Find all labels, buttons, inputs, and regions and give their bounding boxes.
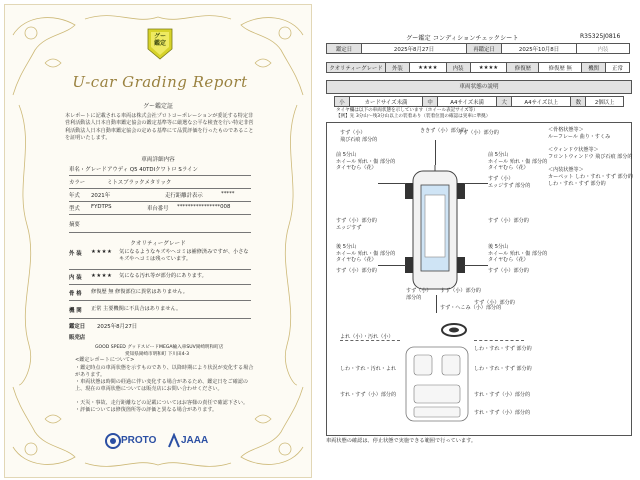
appraisal-date-label: 鑑定日 xyxy=(327,44,362,54)
certificate-subtitle: グー鑑定証 xyxy=(142,103,173,110)
vehicle-color-label: カラー xyxy=(69,180,86,186)
appraisal-date-value: 2025年8月27日 xyxy=(97,324,138,330)
leader-line xyxy=(435,140,436,165)
note-4: ・評価については修復箇所等の評価と異なる場合があります。 xyxy=(75,407,218,413)
size-large-value: A4サイズ以上 xyxy=(512,97,571,107)
frame-notes-header: ＜骨格状態等＞ xyxy=(548,127,584,133)
leader-line xyxy=(378,183,406,184)
note-1: ・鑑定時点の車両状態を示すものであり、以降時期により状況が変化する場合があります。 xyxy=(75,365,254,378)
vehicle-model-label: 型式 xyxy=(69,206,80,212)
vehicle-vin-value: ****************008 xyxy=(177,204,231,210)
dealer-label: 販売店 xyxy=(69,335,86,341)
size-medium-label: 中 xyxy=(423,97,438,107)
count-label: 数 xyxy=(571,97,586,107)
vehicle-section-header: 車両詳細内容 xyxy=(141,157,175,163)
size-small-value: カードサイズ未満 xyxy=(350,97,423,107)
logo-bar xyxy=(105,431,215,451)
sheet-footer-note: 車両状態の確認は、停止状態で実施できる範囲で行っています。 xyxy=(326,438,477,444)
grade-interior-desc: 気になる汚れ等が部分的にあります。 xyxy=(119,273,207,279)
label-interior-bottom-left: すれ・すず（小）部分的 xyxy=(340,392,397,398)
glass-notes-header: ＜ウィンドウ状態等＞ xyxy=(548,147,599,153)
repair-label: 修復歴 xyxy=(507,63,539,73)
vehicle-year-value: 2021年 xyxy=(91,193,111,199)
proto-logo-text: PROTO xyxy=(121,435,157,446)
count-value: 2個以上 xyxy=(586,97,624,107)
exterior-stars: ★★★★ xyxy=(409,63,446,73)
divider xyxy=(69,269,251,270)
jaaa-logo-text: JAAA xyxy=(181,435,209,446)
note-2: ・車両状態は時間の経過に伴い変化する場合があるため、鑑定日をご確認の上、現在の車両状態については販売店にお問い合わせください。 xyxy=(75,379,248,392)
frame-notes-value: ルーフレール 曲り・すくみ xyxy=(548,134,611,140)
label-rear-left-panel: すず（小）部分的 xyxy=(336,268,377,274)
label-rear-right-panel: すず（小）部分的 xyxy=(488,268,529,274)
vehicle-color-row xyxy=(69,178,251,189)
car-interior-seats-icon xyxy=(402,345,472,423)
grade-engine-row xyxy=(69,306,251,318)
date-table xyxy=(326,43,630,54)
recheck-date-value: 2025年10月8日 xyxy=(502,44,577,54)
divider xyxy=(69,300,251,301)
size-legend-table xyxy=(334,96,624,107)
vehicle-model-value: FYDTPS xyxy=(91,204,112,210)
label-interior-center: すれ・すず（小）部分的 xyxy=(474,410,531,416)
leader-line xyxy=(436,295,437,313)
leader-line xyxy=(464,183,488,184)
quality-section-header: クオリティーグレード xyxy=(130,241,186,247)
glass-notes-value: フロントウィンドウ 飛び石痕 部分的 xyxy=(548,154,633,160)
appraisal-date-label: 鑑定日 xyxy=(69,324,86,330)
interior-notes-header: ＜内装状態等＞ xyxy=(548,167,584,173)
label-front-right-wheel: 前 5分山 ホイール 殆れ・傷 部分的 タイヤむら（花） xyxy=(488,152,548,172)
divider xyxy=(69,284,251,285)
notes-header: <鑑定レポートについて> xyxy=(75,357,135,363)
divider xyxy=(69,318,251,319)
proto-logo-icon xyxy=(105,433,121,449)
badge-text: グー 鑑定 xyxy=(153,33,166,47)
label-front-left: すず（小） 飛び石痕 部分的 xyxy=(340,130,378,143)
interior-stars: ★★★★ xyxy=(470,63,507,73)
grade-exterior-label: 外 装 xyxy=(69,251,82,257)
grade-frame-label: 骨 格 xyxy=(69,291,82,297)
note-3: ・天災・事故、走行距離などの記載についてはお客様の責任で確認下さい。 xyxy=(75,400,249,406)
grade-interior-stars: ★★★★ xyxy=(91,273,113,279)
vehicle-remarks-row xyxy=(69,220,251,233)
certificate-description: 本レポートに記載される車両は株式会社プロトコーポレーションが委託する特定非営利活動法人日本自動車鑑定協会の鑑定基準等に厳選な公平な検査を行い特定非営利活動法人日本自動車鑑定協会の定める基準にて品質評価を行ったものであることを証明いたします。 xyxy=(65,113,254,142)
vehicle-mileage-label: 走行距離計表示 xyxy=(165,193,203,199)
grade-frame-desc: 修復歴 無 修復部位に異常はありません。 xyxy=(91,289,188,295)
vehicle-remarks-label: 摘要 xyxy=(69,222,80,228)
leader-line xyxy=(464,265,488,266)
grade-exterior-desc: 気になるようなキズやヘコミは補修済みですが、小さなキズやヘコミは残っています。 xyxy=(119,249,249,262)
label-interior-right-1: しわ・すれ・すず 部分的 xyxy=(474,346,532,352)
steering-wheel-icon xyxy=(440,322,468,338)
label-rear-left: すず（小） 部分的 xyxy=(406,288,432,301)
condition-header: 車両状態の説明 xyxy=(326,80,632,94)
jaaa-logo-icon xyxy=(167,433,181,449)
quality-grade-label: クオリティーグレード xyxy=(327,63,386,73)
dashed-leader xyxy=(474,340,524,341)
interior-label: 内装 xyxy=(446,63,470,73)
appraisal-date-row xyxy=(69,322,251,332)
label-rear-right: すず（小）部分的 xyxy=(474,300,515,306)
grade-interior-label: 内 装 xyxy=(69,275,82,281)
recheck-note: 内装 xyxy=(577,44,630,54)
leader-line xyxy=(378,265,406,266)
vehicle-year-row xyxy=(69,191,251,202)
legend-note: タイヤ欄は以下の車両状態を示しています（ホイール表記サイズ等） 【例】先 3分山～残3分山以上の装着あり（装着位置の確認は実車に準拠） xyxy=(336,108,491,119)
label-left-door: すず（小）部分的 エッジすず xyxy=(336,218,377,231)
size-large-label: 大 xyxy=(497,97,512,107)
engine-label: 機関 xyxy=(582,63,606,73)
size-medium-value: A4サイズ未満 xyxy=(438,97,497,107)
grade-engine-label: 機 関 xyxy=(69,308,82,314)
label-interior-left-2: しわ・すれ・汚れ・よれ xyxy=(340,366,397,372)
document-number: R35325J0816 xyxy=(580,33,621,40)
vehicle-name-row xyxy=(69,165,251,176)
label-front-left-wheel: 前 5分山 ホイール 殆れ・傷 部分的 タイヤむら（花） xyxy=(336,152,396,172)
label-rear-middle: すず（小）部分的 xyxy=(440,288,481,294)
vehicle-mileage-value: ***** xyxy=(221,191,235,197)
dealer-name: GOOD SPEED グッドスピードMEGA輸入車SUV岡崎明和町店 xyxy=(95,345,224,350)
sheet-title: グー鑑定 コンディションチェックシート xyxy=(406,35,519,42)
exterior-label: 外装 xyxy=(386,63,410,73)
repair-value: 修復歴 無 xyxy=(539,63,582,73)
vehicle-name-value: アウディ Q5 40TDIクワトロ Sライン xyxy=(107,167,198,173)
vehicle-model-row xyxy=(69,204,251,215)
label-interior-bottom-right: すれ・すず（小）部分的 xyxy=(474,392,531,398)
label-right-middle: すず（小）部分的 xyxy=(488,218,529,224)
label-right-door: すず（小） エッジすず 部分的 xyxy=(488,176,531,189)
grading-certificate xyxy=(4,4,312,478)
dealer-row xyxy=(69,333,251,343)
label-rear-left-wheel: 後 5分山 ホイール 殆れ・傷 部分的 タイヤむら（花） xyxy=(336,244,396,264)
vehicle-color-value: ミトスブラックメタリック xyxy=(107,180,172,186)
label-rear-right-wheel: 後 5分山 ホイール 殆れ・傷 部分的 タイヤむら（花） xyxy=(488,244,548,264)
dealer-address: 愛知県岡崎市明和町 下川田4-3 xyxy=(125,352,190,357)
goo-appraisal-badge xyxy=(146,27,174,61)
label-front-right: すず（小）部分的 xyxy=(458,130,499,136)
label-under-rear: すず・へこみ（小）部分的 xyxy=(440,305,502,311)
recheck-date-label: 再鑑定日 xyxy=(467,44,502,54)
vehicle-year-label: 年式 xyxy=(69,193,80,199)
label-interior-right-2: しわ・すれ・すず 部分的 xyxy=(474,366,532,372)
vehicle-vin-label: 車台番号 xyxy=(147,206,169,212)
vehicle-name-label: 車名・グレード xyxy=(69,167,107,173)
grade-table xyxy=(326,62,630,73)
car-top-view-icon xyxy=(395,165,475,295)
certificate-title: U-car Grading Report xyxy=(72,73,248,91)
engine-value: 正常 xyxy=(606,63,630,73)
label-interior-left-1: よれ（小）・汚れ（小） xyxy=(340,334,394,340)
appraisal-date-value: 2025年8月27日 xyxy=(362,44,467,54)
grade-exterior-stars: ★★★★ xyxy=(91,249,113,255)
interior-notes-value: カーペット しわ・すれ・すず 部分的 しわ・すれ・すず 部分的 xyxy=(548,174,633,187)
label-front-top: ききず（小）部分的 xyxy=(420,128,466,134)
size-small-label: 小 xyxy=(335,97,350,107)
grade-exterior-row xyxy=(69,249,251,271)
grade-engine-desc: 正常 主要機関に不具合はありません。 xyxy=(91,306,182,312)
